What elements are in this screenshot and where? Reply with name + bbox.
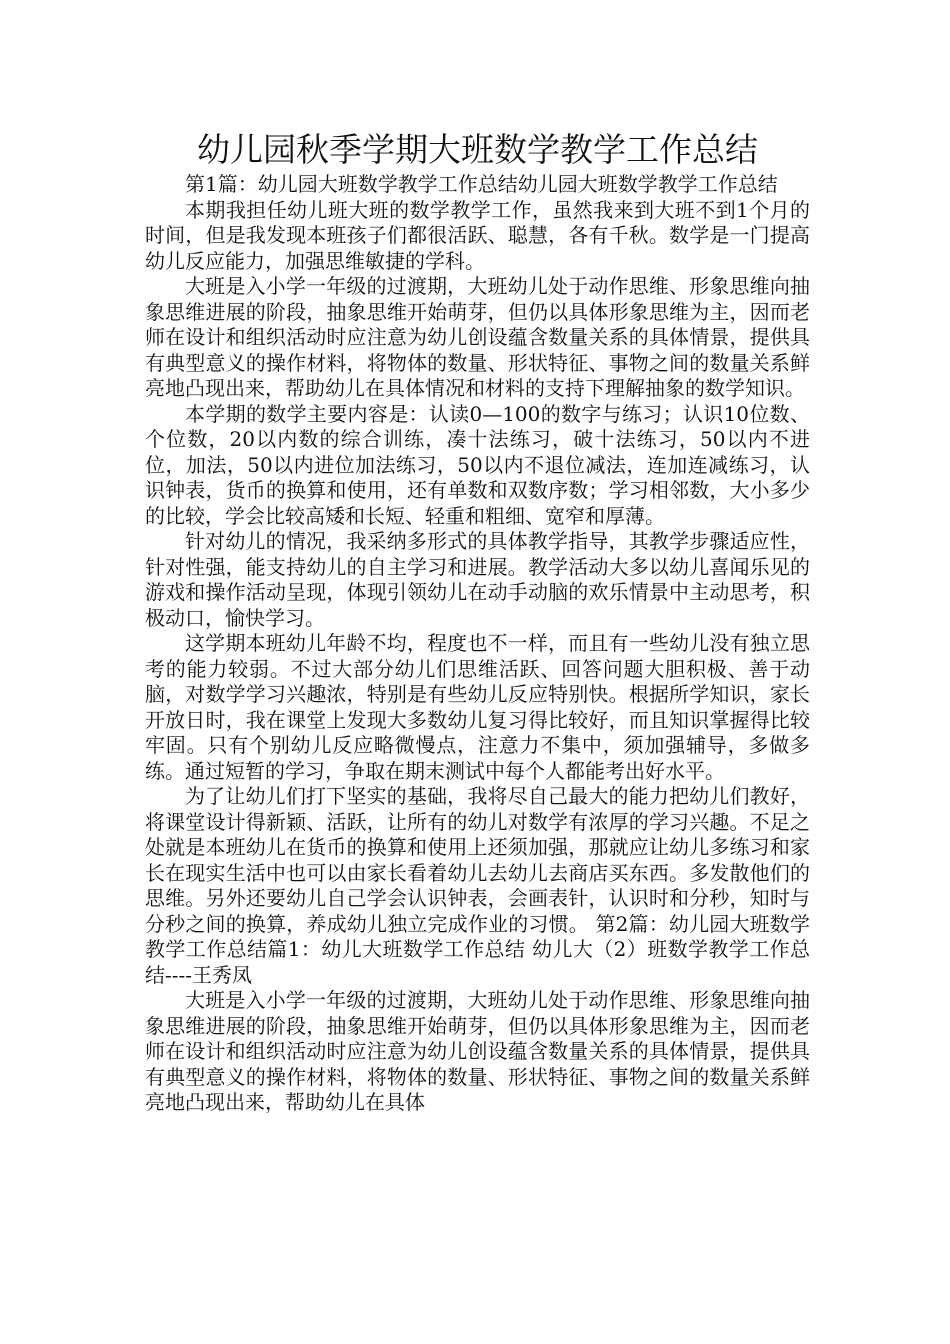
paragraph-8: 大班是入小学一年级的过渡期，大班幼儿处于动作思维、形象思维向抽象思维进展的阶段，抽象思维开始萌芽，但仍以具体形象思维为主，因而老师在设计和组织活动时应注意为幼儿创设蕴含数量关系的具体情景，提供具有典型意义的操作材料，将物体的数量、形状特征、事物之间的数量关系鲜亮地凸现出来，帮助幼儿在具体 bbox=[145, 988, 810, 1114]
paragraph-2: 本期我担任幼儿班大班的数学教学工作，虽然我来到大班不到1个月的时间，但是我发现本班孩子们都很活跃、聪慧，各有千秋。数学是一门提高幼儿反应能力，加强思维敏捷的学科。 bbox=[145, 197, 810, 273]
paragraph-5: 针对幼儿的情况，我采纳多形式的具体教学指导，其教学步骤适应性，针对性强，能支持幼儿的自主学习和进展。教学活动大多以幼儿喜闻乐见的游戏和操作活动呈现，体现引领幼儿在动手动脑的欢乐情景中主动思考，积极动口，愉快学习。 bbox=[145, 529, 810, 630]
document-title: 幼儿园秋季学期大班数学教学工作总结 bbox=[197, 130, 758, 169]
paragraph-1: 第1篇：幼儿园大班数学教学工作总结幼儿园大班数学教学工作总结 bbox=[185, 172, 778, 196]
paragraph-7: 为了让幼儿们打下坚实的基础，我将尽自己最大的能力把幼儿们教好，将课堂设计得新颖、活跃，让所有的幼儿对数学有浓厚的学习兴趣。不足之处就是本班幼儿在货币的换算和使用上还须加强，那就应让幼儿多练习和家长在现实生活中也可以由家长看着幼儿去幼儿去商店买东西。多发散他们的思维。另外还要幼儿自己学会认识钟表，会画表针，认识时和分秒，知时与分秒之间的换算，养成幼儿独立完成作业的习惯。 第2篇：幼儿园大班数学教学工作总结篇1：幼儿大班数学工作总结 幼儿大（2）班数学教学工作总结----王秀凤 bbox=[145, 784, 810, 987]
document-body bbox=[145, 172, 810, 1116]
paragraph-3: 大班是入小学一年级的过渡期，大班幼儿处于动作思维、形象思维向抽象思维进展的阶段，抽象思维开始萌芽，但仍以具体形象思维为主，因而老师在设计和组织活动时应注意为幼儿创设蕴含数量关系的具体情景，提供具有典型意义的操作材料，将物体的数量、形状特征、事物之间的数量关系鲜亮地凸现出来，帮助幼儿在具体情况和材料的支持下理解抽象的数学知识。 bbox=[145, 274, 810, 400]
paragraph-4: 本学期的数学主要内容是：认读0—100的数字与练习；认识10位数、个位数，20以内数的综合训练，凑十法练习，破十法练习，50以内不进位，加法，50以内进位加法练习，50以内不退位减法，连加连减练习，认识钟表，货币的换算和使用，还有单数和双数序数；学习相邻数，大小多少的比较，学会比较高矮和长短、轻重和粗细、宽窄和厚薄。 bbox=[145, 401, 810, 528]
paragraph-6: 这学期本班幼儿年龄不均，程度也不一样，而且有一些幼儿没有独立思考的能力较弱。不过大部分幼儿们思维活跃、回答问题大胆积极、善于动脑，对数学学习兴趣浓，特别是有些幼儿反应特别快。根据所学知识，家长开放日时，我在课堂上发现大多数幼儿复习得比较好，而且知识掌握得比较牢固。只有个别幼儿反应略微慢点，注意力不集中，须加强辅导，多做多练。通过短暂的学习，争取在期末测试中每个人都能考出好水平。 bbox=[145, 631, 810, 783]
